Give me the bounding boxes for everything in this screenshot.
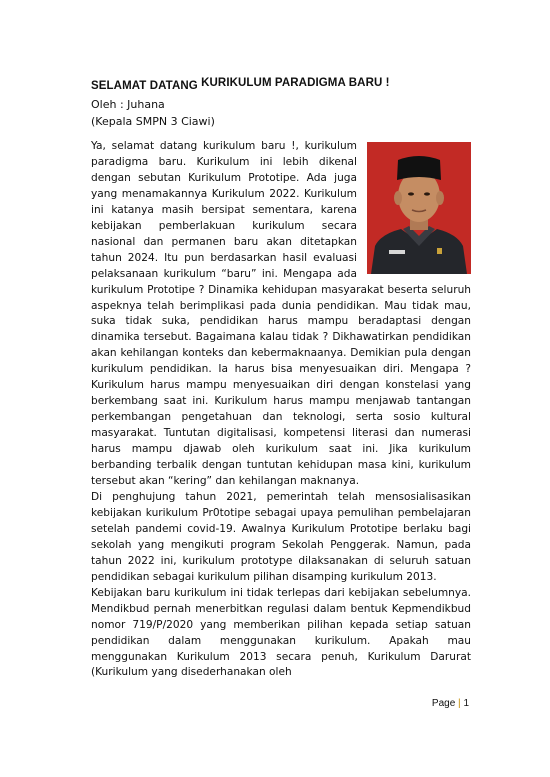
page-title xyxy=(91,77,390,92)
footer-separator: | xyxy=(458,698,461,709)
paragraph-3: Kebijakan baru kurikulum ini tidak terlepas dari kebijakan sebelumnya. Mendikbud pernah menerbitkan regulasi dalam bentuk Kepmendikbud nomor 719/P/2020 yang memberikan pilihan kepada setiap satuan pendidikan dalam menggunakan kurikulum. Apakah mau menggunakan Kurikulum 2013 secara penuh, Kurikulum Darurat (Kurikulum yang disederhanakan oleh xyxy=(91,586,471,679)
affiliation-line: (Kepala SMPN 3 Ciawi) xyxy=(91,115,215,128)
article-body xyxy=(91,139,471,681)
footer-label: Page xyxy=(431,698,456,709)
title-part-2: KURIKULUM PARADIGMA BARU ! xyxy=(201,77,390,89)
page-footer xyxy=(432,698,469,709)
author-line: Oleh : Juhana xyxy=(91,98,165,111)
author-photo xyxy=(367,142,471,274)
portrait-graphic xyxy=(367,142,471,274)
page-number: 1 xyxy=(463,698,469,709)
byline xyxy=(91,96,215,130)
paragraph-1: Ya, selamat datang kurikulum baru !, kurikulum paradigma baru. Kurikulum ini lebih dikenal dengan sebutan Kurikulum Prototipe. Ada juga yang menamakannya Kurikulum 2022. Kurikulum ini katanya masih bersipat sementara, karena kebijakan pemberlakuan kurikulum secara nasional dan permanen baru akan ditetapkan tahun 2024. Itu pun berdasarkan hasil evaluasi pelaksanaan kurikulum “baru” ini. Mengapa ada kurikulum Prototipe ? Dinamika kehidupan masyarakat beserta seluruh aspeknya telah berimplikasi pada dunia pendidikan. Mau tidak mau, suka tidak suka, pendidikan harus mampu beradaptasi dengan dinamika tersebut. Bagaimana kalau tidak ? Dikhawatirkan pendidikan akan kehilangan konteks dan kebermaknaanya. Demikian pula dengan kurikulum pendidikan. Ia harus bisa menyesuaikan diri. Mengapa ? Kurikulum harus mampu menyesuaikan diri dengan konstelasi yang berkembang saat ini. Kurikulum harus mampu menjawab tantangan perkembangan pengetahuan dan teknologi, serta sosio kultural masyarakat. Tuntutan digitalisasi, kompetensi literasi dan numerasi harus mampu djawab oleh kurikulum saat ini. Jika kurikulum berbanding terbalik dengan tuntutan kehidupan masa kini, kurikulum tersebut akan “kering” dan kehilangan maknanya. xyxy=(91,140,471,488)
paragraph-2: Di penghujung tahun 2021, pemerintah telah mensosialisasikan kebijakan kurikulum Pr0totipe sebagai upaya pemulihan pembelajaran setelah pandemi covid-19. Awalnya Kurikulum Prototipe berlaku bagi sekolah yang mengikuti program Sekolah Penggerak. Namun, pada tahun 2022 ini, kurikulum prototype dilaksanakan di seluruh satuan pendidikan sebagai kurikulum pilihan disamping kurikulum 2013. xyxy=(91,490,471,583)
title-part-1: SELAMAT DATANG xyxy=(91,80,202,92)
